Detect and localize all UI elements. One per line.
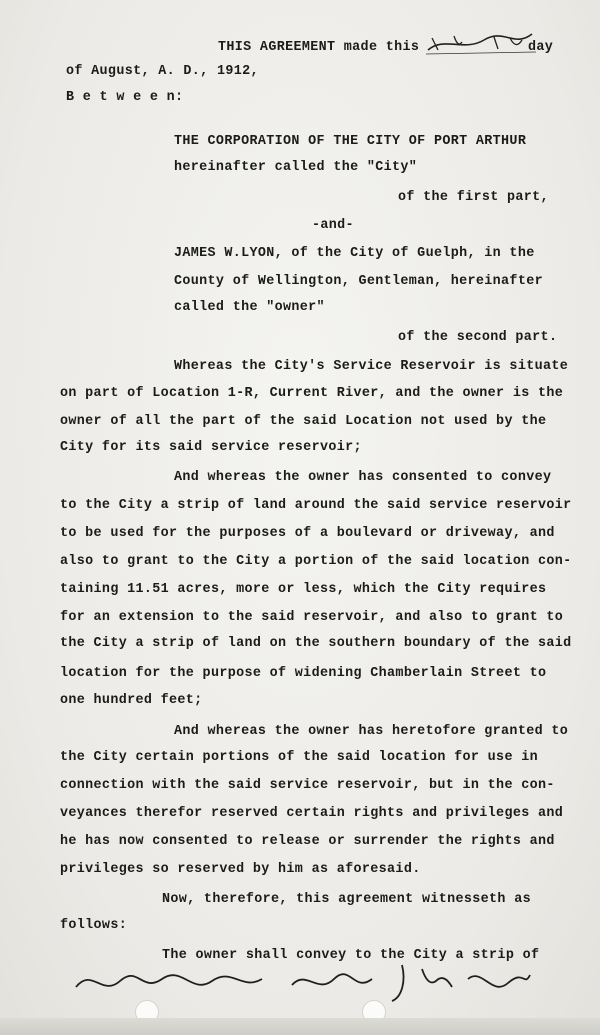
text-line: And whereas the owner has consented to convey [174, 470, 552, 485]
handwritten-day [424, 30, 537, 56]
text-line: for an extension to the said reservoir, and also to grant to [60, 610, 564, 625]
text-line: taining 11.51 acres, more or less, which the City requires [60, 582, 547, 597]
text-line: County of Wellington, Gentleman, hereinafter [174, 274, 543, 289]
text-line: of August, A. D., 1912, [66, 64, 259, 79]
text-line: day [528, 40, 554, 55]
text-line: connection with the said service reservoir, but in the con- [60, 778, 555, 793]
text-line: -and- [312, 218, 354, 233]
text-line: called the "owner" [174, 300, 325, 315]
text-line: veyances therefor reserved certain rights and privileges and [60, 806, 564, 821]
text-line: Whereas the City's Service Reservoir is situate [174, 359, 569, 374]
text-line: he has now consented to release or surrender the rights and [60, 834, 555, 849]
text-line: And whereas the owner has heretofore granted to [174, 724, 569, 739]
text-line: of the first part, [398, 190, 549, 205]
text-line: the City certain portions of the said location for use in [60, 750, 538, 765]
text-line: also to grant to the City a portion of the said location con- [60, 554, 572, 569]
handwritten-footer [72, 957, 532, 1005]
text-line: location for the purpose of widening Chamberlain Street to [60, 666, 547, 681]
page-bottom-edge [0, 1018, 600, 1035]
text-line: The owner shall convey to the City a strip of [162, 948, 540, 963]
text-line: to be used for the purposes of a boulevard or driveway, and [60, 526, 555, 541]
text-line: THE CORPORATION OF THE CITY OF PORT ARTHUR [174, 134, 527, 149]
text-line: hereinafter called the "City" [174, 160, 418, 175]
text-line: owner of all the part of the said Location not used by the [60, 414, 547, 429]
text-line: THIS AGREEMENT made this [218, 40, 420, 55]
text-line: one hundred feet; [60, 693, 203, 708]
text-line: Now, therefore, this agreement witnesseth as [162, 892, 531, 907]
text-line: City for its said service reservoir; [60, 440, 362, 455]
text-line: of the second part. [398, 330, 558, 345]
text-line: JAMES W.LYON, of the City of Guelph, in the [174, 246, 535, 261]
text-line: on part of Location 1-R, Current River, and the owner is the [60, 386, 564, 401]
text-line: follows: [60, 918, 128, 933]
text-line: to the City a strip of land around the said service reservoir [60, 498, 572, 513]
text-line: privileges so reserved by him as aforesaid. [60, 862, 421, 877]
text-line: B e t w e e n: [66, 90, 184, 105]
text-line: the City a strip of land on the southern boundary of the said [60, 636, 572, 651]
